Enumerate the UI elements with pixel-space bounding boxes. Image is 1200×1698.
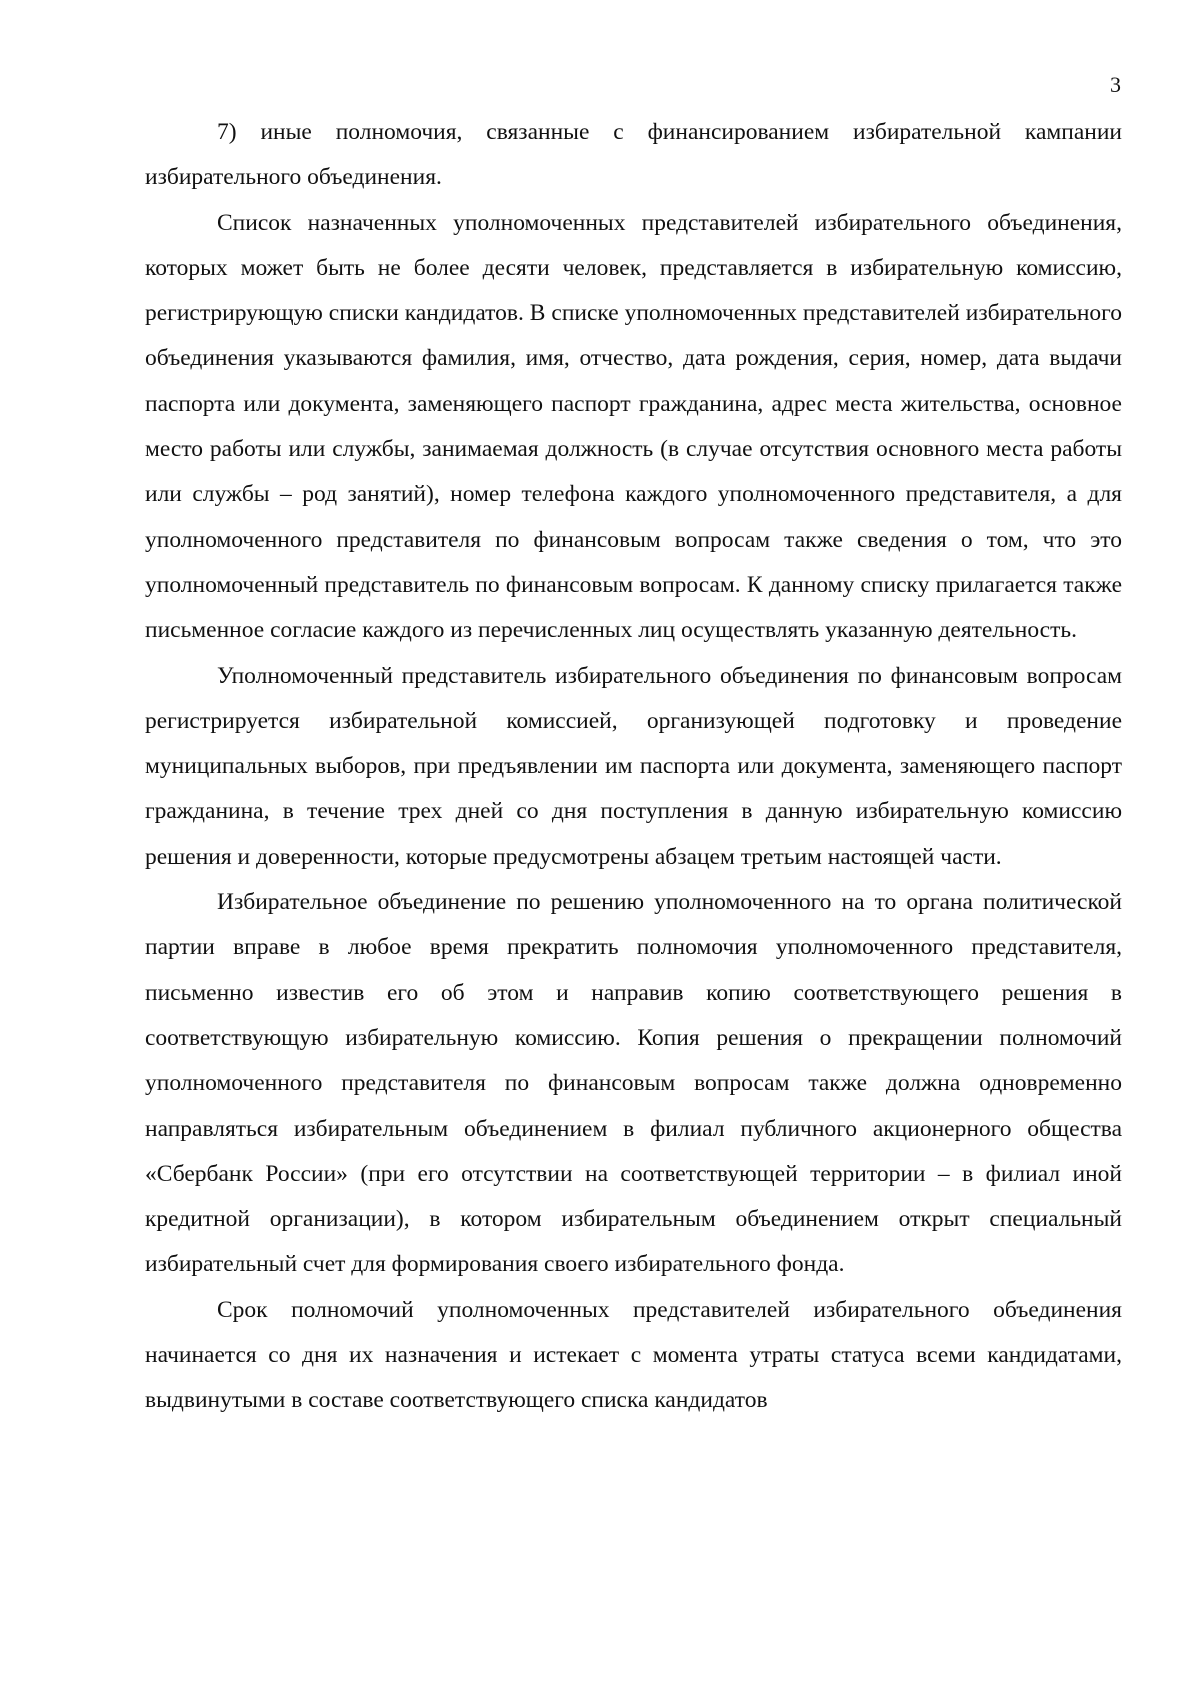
document-body xyxy=(145,110,1122,1424)
paragraph-termination: Избирательное объединение по решению уполномоченного на то органа политической партии вправе в любое время прекратить полномочия уполномоченного представителя, письменно известив его об этом и направив копию соответствующего решения в соответствующую избирательную комиссию. Копия решения о прекращении полномочий уполномоченного представителя по финансовым вопросам также должна одновременно направляться избирательным объединением в филиал публичного акционерного общества «Сбербанк России» (при его отсутствии на соответствующей территории – в филиал иной кредитной организации), в котором избирательным объединением открыт специальный избирательный счет для формирования своего избирательного фонда. xyxy=(145,889,1122,1278)
paragraph-term-of-office: Срок полномочий уполномоченных представителей избирательного объединения начинается со дня их назначения и истекает с момента утраты статуса всеми кандидатами, выдвинутыми в составе соответствующего списка кандидатов xyxy=(145,1296,1122,1414)
paragraph-representatives-list: Список назначенных уполномоченных представителей избирательного объединения, которых может быть не более десяти человек, представляется в избирательную комиссию, регистрирующую списки кандидатов. В списке уполномоченных представителей избирательного объединения указываются фамилия, имя, отчество, дата рождения, серия, номер, дата выдачи паспорта или документа, заменяющего паспорт гражданина, адрес места жительства, основное место работы или службы, занимаемая должность (в случае отсутствия основного места работы или службы – род занятий), номер телефона каждого уполномоченного представителя, а для уполномоченного представителя по финансовым вопросам также сведения о том, что это уполномоченный представитель по финансовым вопросам. К данному списку прилагается также письменное согласие каждого из перечисленных лиц осуществлять указанную деятельность. xyxy=(145,209,1122,644)
paragraph-financial-representative: Уполномоченный представитель избирательного объединения по финансовым вопросам регистрируется избирательной комиссией, организующей подготовку и проведение муниципальных выборов, при предъявлении им паспорта или документа, заменяющего паспорт гражданина, в течение трех дней со дня поступления в данную избирательную комиссию решения и доверенности, которые предусмотрены абзацем третьим настоящей части. xyxy=(145,662,1122,870)
page-number: 3 xyxy=(1110,72,1121,97)
paragraph-item-7: 7) иные полномочия, связанные с финансированием избирательной кампании избирательного объединения. xyxy=(145,119,1122,191)
